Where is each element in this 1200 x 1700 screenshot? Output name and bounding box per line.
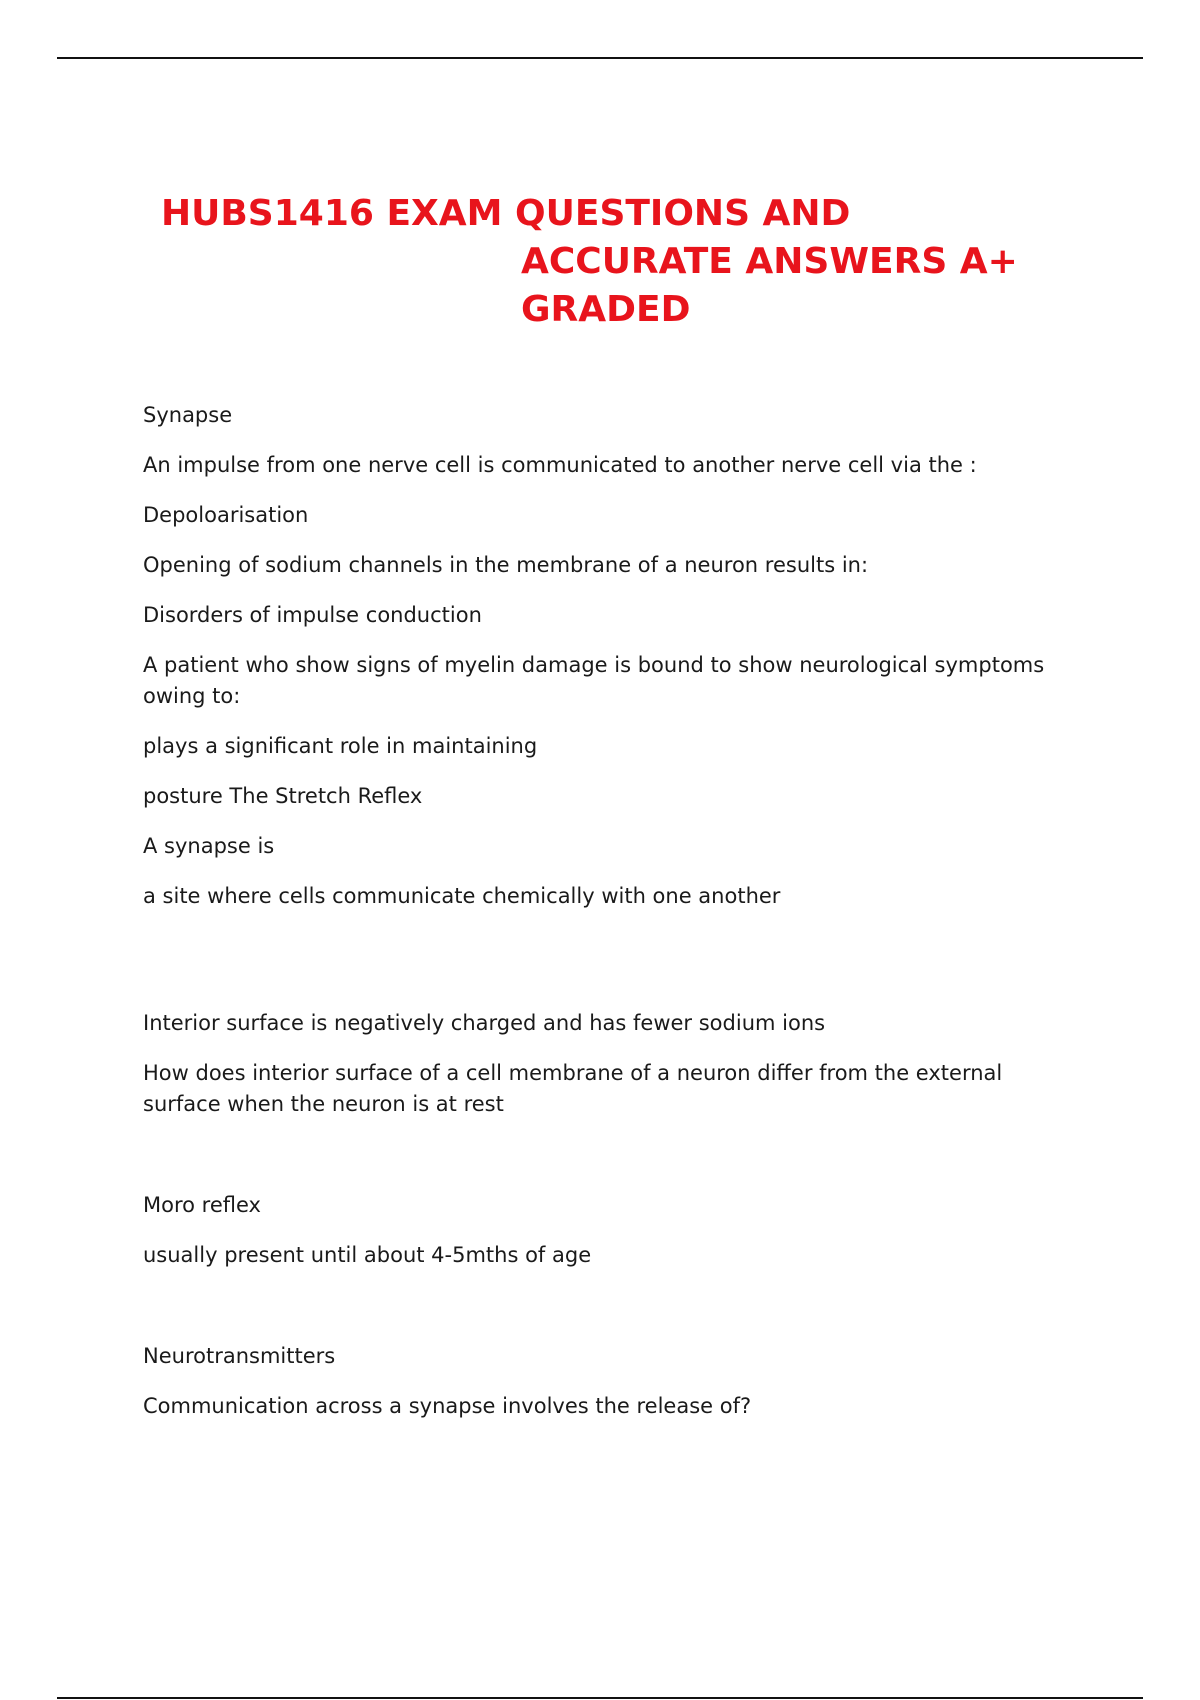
term-a-synapse-is: A synapse is <box>143 834 275 858</box>
question-posture-role: plays a significant role in maintaining <box>143 734 538 758</box>
term-impulse-conduction-disorders: Disorders of impulse conduction <box>143 603 482 627</box>
question-synapse-release: Communication across a synapse involves the release of? <box>143 1394 752 1418</box>
term-interior-surface: Interior surface is negatively charged and has fewer sodium ions <box>143 1011 826 1035</box>
question-sodium-channels: Opening of sodium channels in the membrane of a neuron results in: <box>143 553 869 577</box>
document-title-line-2: ACCURATE ANSWERS A+ <box>521 241 1018 282</box>
document-body <box>143 400 1083 1441</box>
term-synapse: Synapse <box>143 403 233 427</box>
top-rule <box>57 57 1143 59</box>
document-title-line-3: GRADED <box>521 289 691 330</box>
question-myelin-damage: A patient who show signs of myelin damage is bound to show neurological symptoms owing to: <box>143 653 1045 708</box>
bottom-rule <box>57 1697 1143 1699</box>
term-moro-reflex: Moro reflex <box>143 1193 261 1217</box>
term-depolarisation: Depoloarisation <box>143 503 309 527</box>
answer-moro-reflex-age: usually present until about 4-5mths of age <box>143 1243 592 1267</box>
term-stretch-reflex: posture The Stretch Reflex <box>143 784 423 808</box>
answer-synapse-definition: a site where cells communicate chemically with one another <box>143 884 781 908</box>
question-membrane-at-rest: How does interior surface of a cell membrane of a neuron differ from the external surface when the neuron is at rest <box>143 1061 1003 1116</box>
term-neurotransmitters: Neurotransmitters <box>143 1344 336 1368</box>
document-title-line-1: HUBS1416 EXAM QUESTIONS AND <box>161 193 851 234</box>
question-impulse-communication: An impulse from one nerve cell is communicated to another nerve cell via the : <box>143 453 977 477</box>
